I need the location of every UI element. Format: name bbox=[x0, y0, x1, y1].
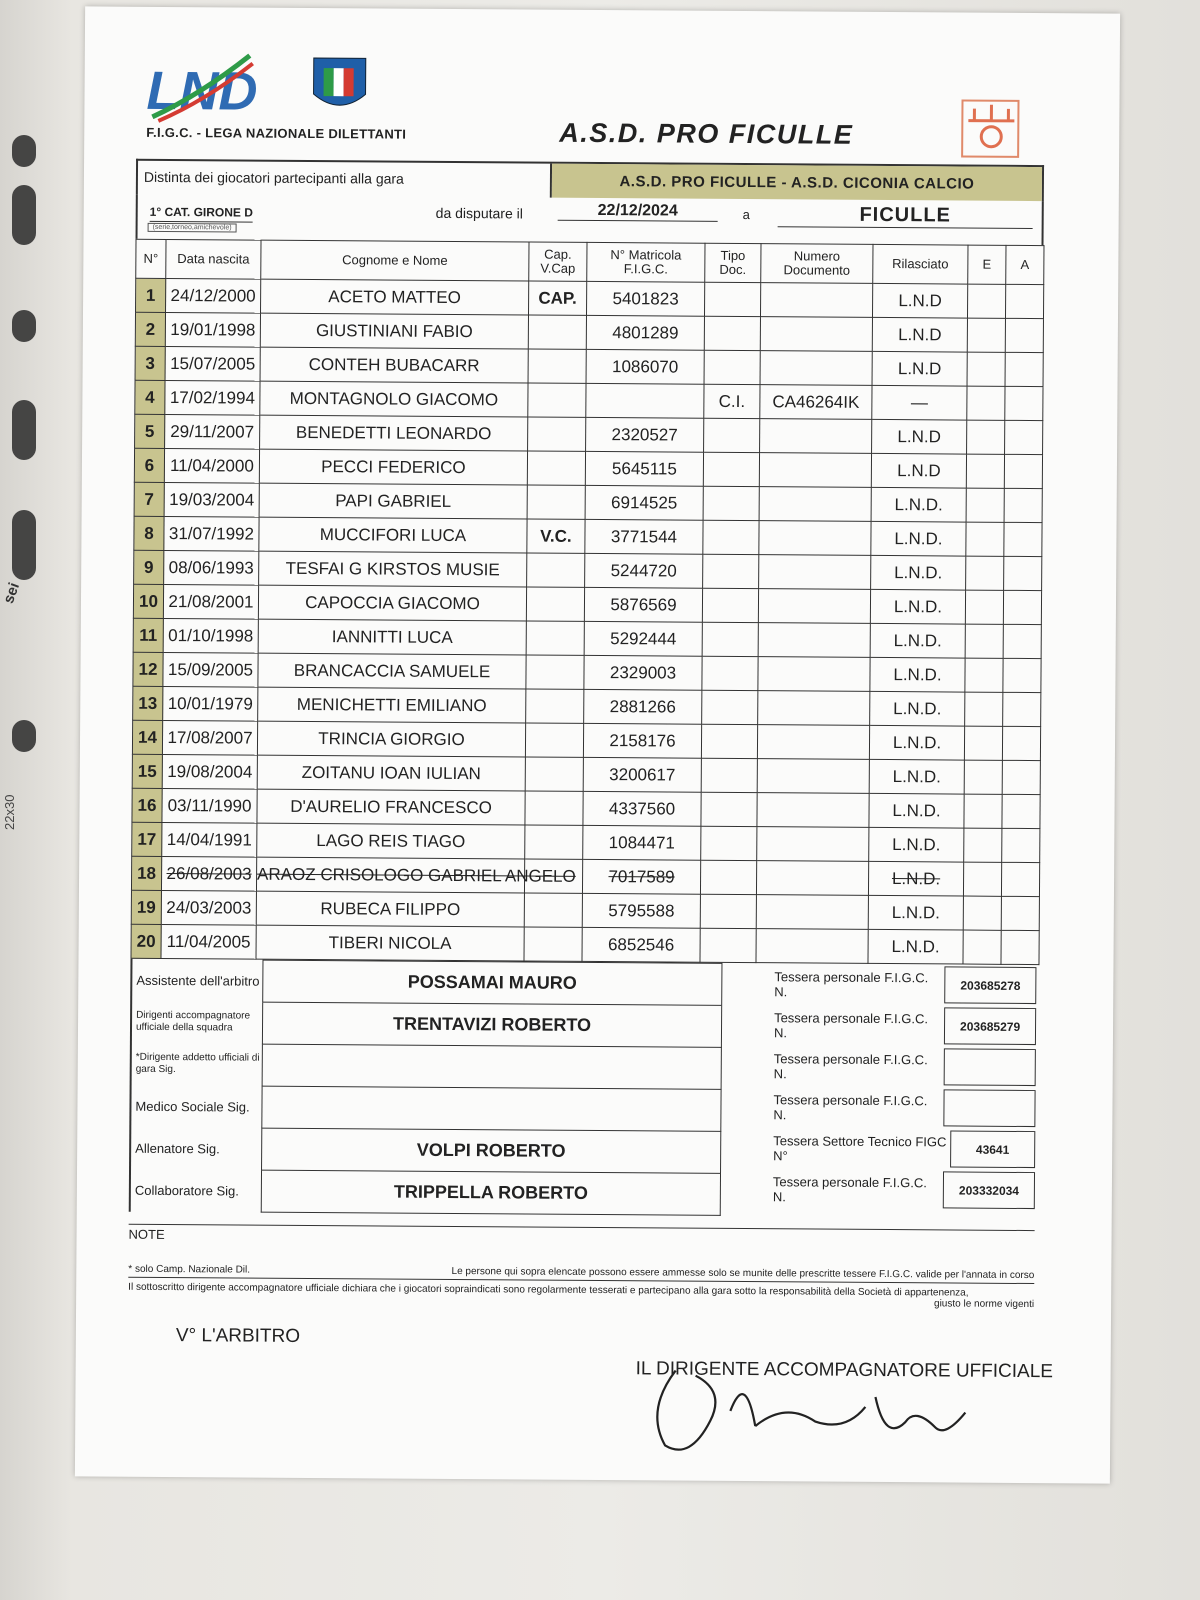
cell-doc bbox=[756, 895, 868, 930]
cell-n: 8 bbox=[134, 516, 164, 550]
cell-matr: 4337560 bbox=[583, 791, 701, 826]
cell-empty bbox=[964, 760, 1002, 794]
column-header: E bbox=[968, 245, 1006, 284]
cell-ril: L.N.D. bbox=[869, 793, 964, 828]
match-date: 22/12/2024 bbox=[558, 202, 718, 222]
cell-empty bbox=[967, 318, 1005, 352]
cell-dob: 19/03/2004 bbox=[164, 482, 259, 517]
cell-cap bbox=[527, 553, 585, 587]
note-label: NOTE bbox=[128, 1226, 165, 1242]
card-row bbox=[722, 1004, 1040, 1047]
cell-ril: L.N.D. bbox=[868, 895, 963, 930]
cell-empty bbox=[1003, 658, 1041, 692]
cell-dob: 19/08/2004 bbox=[162, 754, 257, 789]
cell-empty bbox=[966, 522, 1004, 556]
cell-cap bbox=[528, 383, 586, 417]
distinta-label: Distinta dei giocatori partecipanti alla gara bbox=[138, 161, 552, 198]
cell-matr: 5876569 bbox=[584, 587, 702, 622]
cell-n: 17 bbox=[132, 822, 162, 856]
cell-ril: L.N.D. bbox=[871, 487, 966, 522]
column-header: Numero Documento bbox=[761, 244, 873, 284]
card-number: 203685279 bbox=[944, 1007, 1036, 1045]
cell-empty bbox=[1002, 828, 1040, 862]
cell-matr bbox=[586, 383, 704, 418]
cell-tipo bbox=[704, 418, 760, 452]
category-sub: (serie,torneo,amichevole) bbox=[148, 223, 237, 233]
admission-note: Le persone qui sopra elencate possono essere ammesse solo se munite delle prescritte tessere F.I.G.C. valide per l'annata in corso bbox=[451, 1265, 1035, 1282]
cell-n: 5 bbox=[135, 414, 165, 448]
cell-empty bbox=[966, 488, 1004, 522]
cell-n: 20 bbox=[131, 924, 161, 958]
cell-cap bbox=[526, 689, 584, 723]
cell-tipo bbox=[704, 350, 760, 384]
card-label: Tessera personale F.I.G.C. N. bbox=[773, 1009, 929, 1040]
cell-dob: 26/08/2003 bbox=[161, 856, 256, 891]
cell-cap bbox=[525, 825, 583, 859]
cell-tipo bbox=[703, 452, 759, 486]
cell-doc bbox=[756, 929, 868, 964]
cell-ril: L.N.D. bbox=[870, 623, 965, 658]
cell-dob: 14/04/1991 bbox=[162, 822, 257, 857]
at-label: a bbox=[742, 207, 750, 223]
column-header: Rilasciato bbox=[873, 244, 968, 284]
staff-name: TRIPPELLA ROBERTO bbox=[261, 1171, 721, 1216]
cell-empty bbox=[963, 896, 1001, 930]
staff-label: Medico Sociale Sig. bbox=[135, 1098, 250, 1115]
cell-empty bbox=[967, 352, 1005, 386]
binder-hole bbox=[12, 400, 36, 460]
cell-ril: L.N.D. bbox=[868, 861, 963, 896]
cell-empty bbox=[965, 590, 1003, 624]
column-header: Tipo Doc. bbox=[705, 243, 761, 282]
cell-ril: L.N.D bbox=[871, 453, 966, 488]
cell-n: 15 bbox=[132, 754, 162, 788]
cell-empty bbox=[1002, 794, 1040, 828]
cell-dob: 11/04/2000 bbox=[164, 448, 259, 483]
cell-matr: 5645115 bbox=[585, 451, 703, 486]
cell-cap bbox=[526, 587, 584, 621]
cell-matr: 2158176 bbox=[583, 723, 701, 758]
cell-tipo bbox=[703, 554, 759, 588]
cell-doc bbox=[760, 317, 872, 352]
declaration-text: Il sottoscritto dirigente accompagnatore ufficiale dichiara che i giocatori sopraindicati sono regolarmente tesserati e partecipano alla gara sotto la responsabilità della Società di appartenenza, bbox=[128, 1281, 969, 1299]
cell-empty bbox=[1004, 454, 1042, 488]
cell-name: RUBECA FILIPPO bbox=[256, 891, 524, 927]
declaration-text-2: giusto le norme vigenti bbox=[934, 1298, 1035, 1311]
staff-section bbox=[129, 959, 1041, 1218]
cell-empty bbox=[1005, 352, 1043, 386]
column-header: N° Matricola F.I.G.C. bbox=[587, 242, 705, 282]
cell-empty bbox=[964, 726, 1002, 760]
cell-matr: 7017589 bbox=[582, 859, 700, 894]
cell-name: CONTEH BUBACARR bbox=[260, 347, 528, 383]
cell-tipo bbox=[702, 690, 758, 724]
cell-matr: 5401823 bbox=[586, 281, 704, 316]
staff-name: TRENTAVIZI ROBERTO bbox=[262, 1003, 722, 1048]
cell-doc bbox=[759, 453, 871, 488]
cell-cap bbox=[525, 791, 583, 825]
cell-ril: L.N.D. bbox=[870, 589, 965, 624]
card-number: 203332034 bbox=[943, 1171, 1035, 1209]
cell-name: PAPI GABRIEL bbox=[259, 483, 527, 519]
cell-cap bbox=[526, 655, 584, 689]
cell-empty bbox=[964, 828, 1002, 862]
cell-tipo bbox=[701, 826, 757, 860]
staff-label: Collaboratore Sig. bbox=[134, 1182, 239, 1199]
cell-tipo bbox=[704, 316, 760, 350]
card-label: Tessera personale F.I.G.C. N. bbox=[772, 1173, 927, 1204]
cell-empty bbox=[965, 658, 1003, 692]
cell-ril: L.N.D. bbox=[871, 555, 966, 590]
cell-cap bbox=[526, 621, 584, 655]
card-label: Tessera personale F.I.G.C. N. bbox=[773, 1091, 928, 1122]
cell-dob: 03/11/1990 bbox=[162, 788, 257, 823]
staff-label: Allenatore Sig. bbox=[135, 1140, 220, 1156]
cell-matr: 1084471 bbox=[583, 825, 701, 860]
cell-tipo bbox=[701, 758, 757, 792]
cell-dob: 24/03/2003 bbox=[161, 890, 256, 925]
cell-empty bbox=[1005, 420, 1043, 454]
cell-dob: 29/11/2007 bbox=[165, 414, 260, 449]
cell-dob: 10/01/1979 bbox=[163, 686, 258, 721]
svg-text:LND: LND bbox=[146, 60, 258, 122]
cell-name: TESFAI G KIRSTOS MUSIE bbox=[259, 551, 527, 587]
cell-doc: CA46264IK bbox=[760, 385, 872, 420]
cell-tipo bbox=[701, 792, 757, 826]
cell-doc bbox=[756, 861, 868, 896]
lineup-sheet bbox=[75, 6, 1120, 1483]
cell-ril: L.N.D. bbox=[868, 929, 963, 964]
cell-dob: 08/06/1993 bbox=[164, 550, 259, 585]
card-label: Tessera personale F.I.G.C. N. bbox=[774, 968, 929, 999]
cell-empty bbox=[963, 862, 1001, 896]
cell-name: D'AURELIO FRANCESCO bbox=[257, 789, 525, 825]
cell-empty bbox=[1005, 318, 1043, 352]
cell-n: 19 bbox=[131, 890, 161, 924]
cell-empty bbox=[1005, 386, 1043, 420]
card-number: 43641 bbox=[950, 1130, 1035, 1168]
cell-n: 14 bbox=[132, 720, 162, 754]
cell-empty bbox=[1004, 556, 1042, 590]
cell-empty bbox=[966, 454, 1004, 488]
cell-tipo bbox=[701, 724, 757, 758]
card-row bbox=[721, 1086, 1039, 1129]
cell-cap: CAP. bbox=[529, 281, 587, 315]
cell-matr: 2881266 bbox=[584, 689, 702, 724]
cell-doc bbox=[759, 487, 871, 522]
cell-empty bbox=[967, 284, 1005, 318]
staff-label: Dirigenti accompagnatore ufficiale della squadra bbox=[135, 1009, 251, 1034]
cell-matr: 2329003 bbox=[584, 655, 702, 690]
cell-empty bbox=[1001, 862, 1039, 896]
cell-empty bbox=[1003, 624, 1041, 658]
cell-cap bbox=[524, 893, 582, 927]
signature bbox=[635, 1350, 996, 1463]
cell-matr: 5795588 bbox=[582, 893, 700, 928]
match-venue: FICULLE bbox=[778, 203, 1033, 229]
cell-empty bbox=[966, 556, 1004, 590]
cell-name: ZOITANU IOAN IULIAN bbox=[257, 755, 525, 791]
cell-dob: 19/01/1998 bbox=[165, 312, 260, 347]
cell-cap bbox=[528, 417, 586, 451]
card-number bbox=[944, 1089, 1036, 1127]
cell-empty bbox=[1001, 930, 1039, 964]
cell-dob: 15/07/2005 bbox=[165, 346, 260, 381]
cell-cap bbox=[528, 349, 586, 383]
cell-name: MONTAGNOLO GIACOMO bbox=[260, 381, 528, 417]
cell-name: LAGO REIS TIAGO bbox=[257, 823, 525, 859]
cell-tipo: C.I. bbox=[704, 384, 760, 418]
cell-dob: 17/08/2007 bbox=[162, 720, 257, 755]
cell-empty bbox=[1002, 726, 1040, 760]
card-label: Tessera personale F.I.G.C. N. bbox=[773, 1050, 928, 1081]
table-header bbox=[136, 239, 1044, 284]
cell-cap bbox=[528, 315, 586, 349]
cell-matr: 3771544 bbox=[585, 519, 703, 554]
cell-cap: V.C. bbox=[527, 519, 585, 553]
declaration bbox=[128, 1277, 1034, 1310]
cell-name: PECCI FEDERICO bbox=[259, 449, 527, 485]
cell-tipo bbox=[703, 520, 759, 554]
club-title: A.S.D. PRO FICULLE bbox=[559, 117, 854, 150]
cell-tipo bbox=[704, 282, 760, 316]
cell-tipo bbox=[702, 588, 758, 622]
binder-hole bbox=[12, 720, 36, 752]
cell-ril: L.N.D. bbox=[870, 691, 965, 726]
cell-name: ACETO MATTEO bbox=[261, 279, 529, 315]
cell-doc bbox=[759, 555, 871, 590]
cell-empty bbox=[967, 386, 1005, 420]
cell-empty bbox=[1002, 760, 1040, 794]
binder-hole bbox=[12, 510, 36, 580]
cell-n: 11 bbox=[133, 618, 163, 652]
cell-doc bbox=[757, 725, 869, 760]
cell-empty bbox=[964, 794, 1002, 828]
cell-doc bbox=[757, 827, 869, 862]
cell-n: 1 bbox=[136, 278, 166, 312]
cell-ril: L.N.D. bbox=[869, 759, 964, 794]
cell-cap bbox=[524, 927, 582, 961]
column-header: A bbox=[1006, 245, 1044, 284]
cell-cap bbox=[525, 757, 583, 791]
column-header: Cognome e Nome bbox=[261, 240, 529, 281]
cell-name: GIUSTINIANI FABIO bbox=[260, 313, 528, 349]
card-row bbox=[721, 1127, 1039, 1170]
cell-name: TRINCIA GIORGIO bbox=[257, 721, 525, 757]
cell-ril: L.N.D. bbox=[870, 657, 965, 692]
card-row bbox=[722, 963, 1040, 1006]
cell-matr: 1086070 bbox=[586, 349, 704, 384]
cell-doc bbox=[760, 283, 872, 318]
cell-matr: 4801289 bbox=[586, 315, 704, 350]
cell-n: 18 bbox=[131, 856, 161, 890]
cell-matr: 2320527 bbox=[586, 417, 704, 452]
cell-cap bbox=[527, 451, 585, 485]
cell-empty bbox=[963, 930, 1001, 964]
cell-name: CAPOCCIA GIACOMO bbox=[258, 585, 526, 621]
cell-ril: L.N.D. bbox=[869, 827, 964, 862]
cell-ril: L.N.D bbox=[872, 351, 967, 386]
asterisk-note: * solo Camp. Nazionale Dil. bbox=[128, 1263, 251, 1276]
card-label: Tessera Settore Tecnico FIGC N° bbox=[773, 1132, 947, 1163]
card-number: 203685278 bbox=[944, 966, 1036, 1004]
match-info bbox=[136, 195, 1044, 245]
lineup-form bbox=[129, 159, 1044, 1218]
cell-n: 3 bbox=[135, 346, 165, 380]
cell-dob: 15/09/2005 bbox=[163, 652, 258, 687]
cell-matr: 6914525 bbox=[585, 485, 703, 520]
cell-n: 9 bbox=[134, 550, 164, 584]
cell-dob: 11/04/2005 bbox=[161, 924, 256, 959]
cell-empty bbox=[967, 420, 1005, 454]
cell-doc bbox=[758, 589, 870, 624]
cell-cap bbox=[525, 723, 583, 757]
cell-empty bbox=[1004, 522, 1042, 556]
cell-name: ARAOZ CRISOLOGO GABRIEL ANGELO bbox=[256, 857, 524, 893]
sleeve-brand: sei bbox=[0, 580, 24, 606]
cell-empty bbox=[1003, 692, 1041, 726]
staff-label: Assistente dell'arbitro bbox=[136, 972, 260, 989]
cell-name: MUCCIFORI LUCA bbox=[259, 517, 527, 553]
table-row bbox=[131, 924, 1039, 964]
cell-dob: 31/07/1992 bbox=[164, 516, 259, 551]
cell-matr: 5244720 bbox=[585, 553, 703, 588]
to-play-label: da disputare il bbox=[435, 204, 523, 222]
cell-n: 13 bbox=[133, 686, 163, 720]
cell-name: BENEDETTI LEONARDO bbox=[260, 415, 528, 451]
cell-doc bbox=[757, 793, 869, 828]
column-header: Cap. V.Cap bbox=[529, 242, 587, 281]
cell-n: 2 bbox=[135, 312, 165, 346]
cell-tipo bbox=[700, 860, 756, 894]
cell-name: IANNITTI LUCA bbox=[258, 619, 526, 655]
cell-empty bbox=[1005, 284, 1043, 318]
note-section bbox=[128, 1224, 1034, 1281]
cell-empty bbox=[965, 624, 1003, 658]
cell-doc bbox=[758, 657, 870, 692]
referee-label: V° L'ARBITRO bbox=[175, 1325, 301, 1347]
cell-n: 10 bbox=[133, 584, 163, 618]
club-crest bbox=[954, 90, 1029, 165]
cell-doc bbox=[757, 759, 869, 794]
sleeve-size: 22x30 bbox=[2, 794, 17, 830]
staff-name bbox=[262, 1045, 722, 1090]
card-row bbox=[721, 1168, 1039, 1211]
cell-n: 16 bbox=[132, 788, 162, 822]
director-label: IL DIRIGENTE ACCOMPAGNATORE UFFICIALE bbox=[635, 1358, 1054, 1383]
cell-dob: 01/10/1998 bbox=[163, 618, 258, 653]
cell-matr: 6852546 bbox=[582, 927, 700, 962]
cell-ril: L.N.D bbox=[872, 283, 967, 318]
cell-tipo bbox=[702, 622, 758, 656]
staff-name bbox=[261, 1087, 721, 1132]
cell-empty bbox=[965, 692, 1003, 726]
figc-logo bbox=[309, 54, 369, 116]
cell-dob: 17/02/1994 bbox=[165, 380, 260, 415]
cell-ril: L.N.D bbox=[872, 317, 967, 352]
cell-empty bbox=[1004, 488, 1042, 522]
lnd-logo bbox=[144, 47, 258, 126]
cell-empty bbox=[1003, 590, 1041, 624]
cell-dob: 24/12/2000 bbox=[166, 278, 261, 313]
binder-hole bbox=[12, 310, 36, 342]
cell-ril: — bbox=[872, 385, 967, 420]
cell-tipo bbox=[703, 486, 759, 520]
card-row bbox=[722, 1045, 1040, 1088]
cell-doc bbox=[758, 691, 870, 726]
players-table bbox=[130, 239, 1044, 965]
cell-name: MENICHETTI EMILIANO bbox=[258, 687, 526, 723]
cell-doc bbox=[759, 521, 871, 556]
cell-tipo bbox=[700, 928, 756, 962]
column-header: N° bbox=[136, 239, 166, 278]
staff-label: *Dirigente addetto ufficiali di gara Sig. bbox=[135, 1051, 260, 1076]
staff-name: POSSAMAI MAURO bbox=[262, 960, 722, 1006]
cell-doc bbox=[758, 623, 870, 658]
cell-doc bbox=[760, 351, 872, 386]
binder-hole bbox=[12, 135, 36, 167]
cell-n: 4 bbox=[135, 380, 165, 414]
cell-n: 6 bbox=[134, 448, 164, 482]
column-header: Data nascita bbox=[166, 239, 261, 279]
card-number bbox=[944, 1048, 1036, 1086]
cell-empty bbox=[1001, 896, 1039, 930]
cell-tipo bbox=[702, 656, 758, 690]
staff-name: VOLPI ROBERTO bbox=[261, 1129, 721, 1174]
cell-ril: L.N.D. bbox=[869, 725, 964, 760]
cell-tipo bbox=[700, 894, 756, 928]
cell-cap bbox=[527, 485, 585, 519]
category: 1° CAT. GIRONE D bbox=[150, 205, 253, 223]
cell-dob: 21/08/2001 bbox=[163, 584, 258, 619]
cell-matr: 3200617 bbox=[583, 757, 701, 792]
match-title: A.S.D. PRO FICULLE - A.S.D. CICONIA CALCIO bbox=[552, 164, 1042, 201]
federation-caption: F.I.G.C. - LEGA NAZIONALE DILETTANTI bbox=[146, 124, 407, 142]
cell-n: 12 bbox=[133, 652, 163, 686]
cell-doc bbox=[760, 419, 872, 454]
cell-n: 7 bbox=[134, 482, 164, 516]
cell-ril: L.N.D bbox=[872, 419, 967, 454]
cell-name: TIBERI NICOLA bbox=[256, 925, 524, 961]
cell-name: BRANCACCIA SAMUELE bbox=[258, 653, 526, 689]
cell-ril: L.N.D. bbox=[871, 521, 966, 556]
cell-matr: 5292444 bbox=[584, 621, 702, 656]
binder-hole bbox=[12, 185, 36, 245]
